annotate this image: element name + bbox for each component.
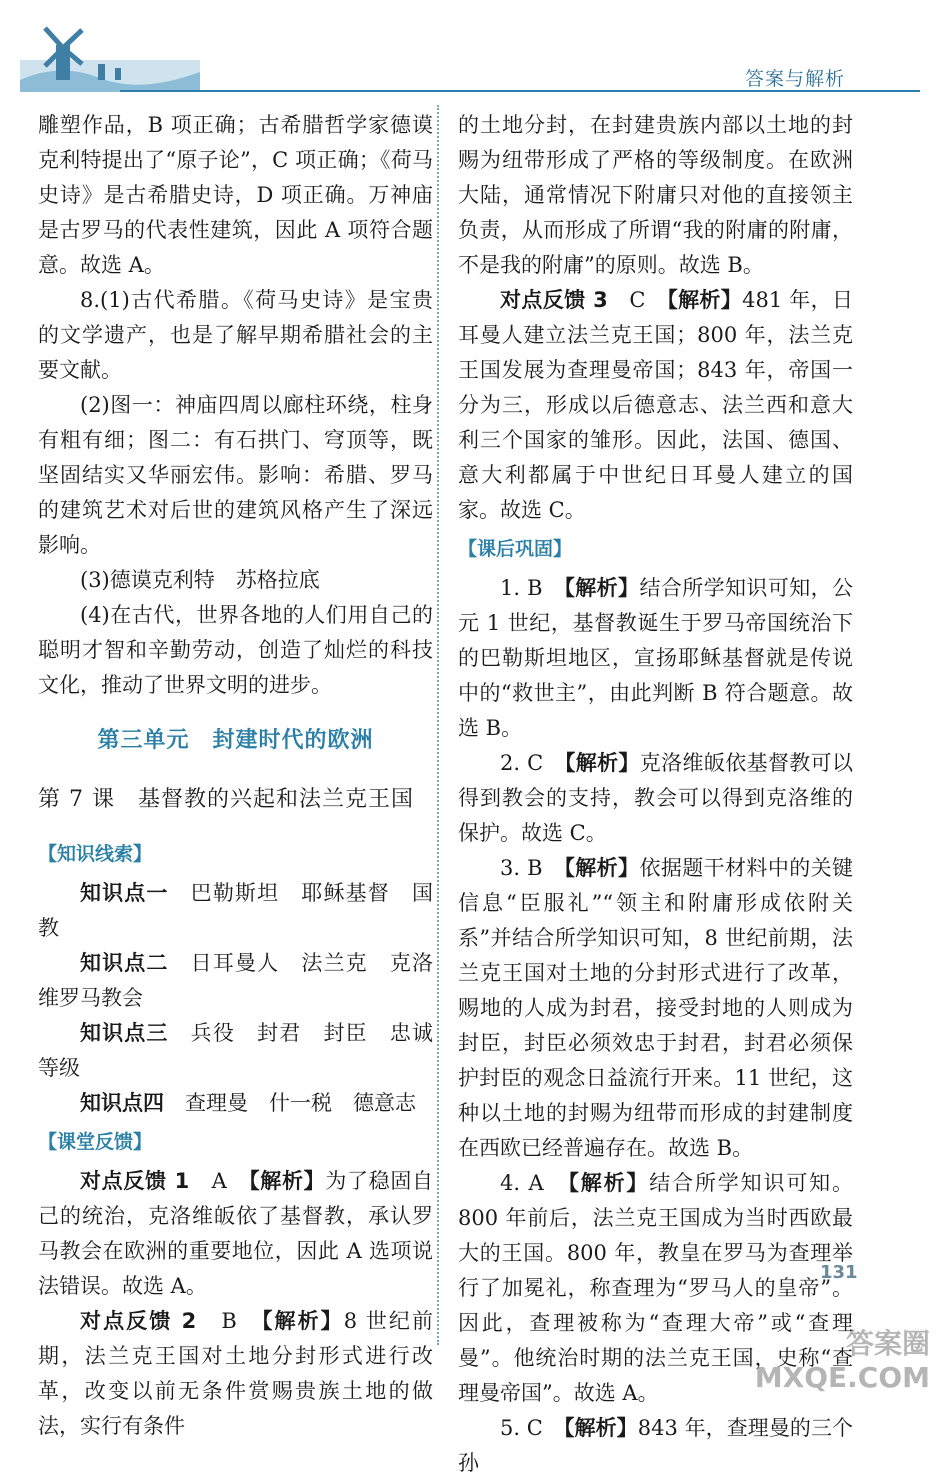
feedback-text: 为了稳固自己的统治，克洛维皈依了基督教，承认罗马教会在欧洲的重要地位，因此 A 选项说法错误。故选 A。 <box>38 1169 434 1298</box>
feedback-item <box>458 283 853 528</box>
analysis-tag: 【解析】 <box>564 856 640 880</box>
column-divider <box>437 105 439 1345</box>
answer-text: 依据题干材料中的关键信息“臣服礼”“领主和附庸形成依附关系”并结合所学知识可知，8 世纪前期，法兰克王国对土地的分封形式进行了改革，赐地的人成为封君，接受封地的人则成为封臣，封臣必须效忠于封君，封君必须保护封臣的观念日益流行开来。11 世纪，这种以土地的封赐为纽带而形成的封建制度在西欧已经普遍存在。故选 B。 <box>458 856 854 1160</box>
feedback-text: 8 世纪前期，法兰克王国对土地分封形式进行改革，改变以前无条件赏赐贵族土地的做法，实行有条件 <box>38 1309 433 1438</box>
answer-text: 结合所学知识可知。800 年前后，法兰克王国成为当时西欧最大的王国。800 年，教皇在罗马为查理举行了加冕礼，称查理为“罗马人的皇帝”。因此，查理被称为“查理大帝”或“查理曼”。他统治时期的法兰克王国，史称“查理曼帝国”。故选 A。 <box>458 1171 854 1405</box>
paragraph: 雕塑作品，B 项正确；古希腊哲学家德谟克利特提出了“原子论”，C 项正确；《荷马史诗》是古希腊史诗，D 项正确。万神庙是古罗马的代表性建筑，因此 A 项符合题意。故选 A。 <box>38 113 433 277</box>
knowledge-text: 日耳曼人 法兰克 克洛维罗马教会 <box>38 951 434 1010</box>
left-column <box>38 108 433 1444</box>
feedback-answer: A <box>189 1169 250 1193</box>
feedback-item <box>38 1164 433 1304</box>
analysis-tag: 【解析】 <box>249 1169 326 1193</box>
knowledge-point <box>38 946 433 1016</box>
knowledge-point <box>38 1016 433 1086</box>
knowledge-text: 查理曼 什一税 德意志 <box>164 1091 416 1115</box>
unit-heading: 第三单元 封建时代的欧洲 <box>97 728 374 753</box>
paragraph: (3)德谟克利特 苏格拉底 <box>80 568 320 592</box>
section-tag-knowledge: 【知识线索】 <box>38 843 153 865</box>
analysis-tag: 【解析】 <box>564 576 640 600</box>
analysis-tag: 【解析】 <box>568 1171 650 1195</box>
answer-item <box>458 571 853 746</box>
answer-number: 2. C <box>500 751 565 775</box>
answer-number: 5. C <box>500 1416 564 1440</box>
analysis-tag: 【解析】 <box>564 751 640 775</box>
windmill-landscape-icon <box>20 0 200 100</box>
analysis-tag: 【解析】 <box>563 1416 638 1440</box>
knowledge-label: 知识点一 <box>80 881 169 905</box>
paragraph: 的土地分封，在封建贵族内部以土地的封赐为纽带形成了严格的等级制度。在欧洲大陆，通常情况下附庸只对他的直接领主负责，从而形成了所谓“我的附庸的附庸，不是我的附庸”的原则。故选 B。 <box>458 113 853 277</box>
feedback-text: 481 年，日耳曼人建立法兰克王国；800 年，法兰克王国发展为查理曼帝国；843 年，帝国一分为三，形成以后德意志、法兰西和意大利三个国家的雏形。因此，法国、德国、意大利都属于中世纪日耳曼人建立的国家。故选 C。 <box>458 288 853 522</box>
section-tag-classroom: 【课堂反馈】 <box>38 1131 153 1153</box>
lesson-heading: 第 7 课 基督教的兴起和法兰克王国 <box>38 787 414 812</box>
answer-text: 843 年，查理曼的三个孙 <box>458 1416 854 1475</box>
answer-number: 4. A <box>500 1171 569 1195</box>
feedback-answer: B <box>196 1309 262 1333</box>
paragraph: (4)在古代，世界各地的人们用自己的聪明才智和辛勤劳动，创造了灿烂的科技文化，推动了世界文明的进步。 <box>38 603 433 697</box>
watermark <box>755 1327 930 1395</box>
analysis-tag: 【解析】 <box>667 288 743 312</box>
feedback-label: 对点反馈 1 <box>80 1169 190 1193</box>
watermark-logo-text: 答案圈 <box>845 1327 930 1360</box>
feedback-answer: C <box>607 288 668 312</box>
header-title: 答案与解析 <box>744 68 845 90</box>
page-number: 131 <box>820 1262 858 1283</box>
analysis-tag: 【解析】 <box>261 1309 344 1333</box>
section-tag-after-class: 【课后巩固】 <box>458 538 573 560</box>
feedback-label: 对点反馈 2 <box>80 1309 197 1333</box>
knowledge-label: 知识点四 <box>80 1091 164 1115</box>
knowledge-point <box>38 876 433 946</box>
page-header <box>0 0 950 100</box>
paragraph: (2)图一：神庙四周以廊柱环绕，柱身有粗有细；图二：有石拱门、穹顶等，既坚固结实又华丽宏伟。影响：希腊、罗马的建筑艺术对后世的建筑风格产生了深远影响。 <box>38 393 433 557</box>
feedback-item <box>38 1304 433 1444</box>
answer-text: 结合所学知识可知，公元 1 世纪，基督教诞生于罗马帝国统治下的巴勒斯坦地区，宣扬耶稣基督就是传说中的“救世主”，由此判断 B 符合题意。故选 B。 <box>458 576 854 740</box>
answer-item <box>458 851 853 1166</box>
answer-number: 3. B <box>500 856 565 880</box>
right-column <box>458 108 853 1481</box>
knowledge-label: 知识点三 <box>80 1021 169 1045</box>
answer-number: 1. B <box>500 576 565 600</box>
answer-item <box>458 1411 853 1481</box>
paragraph: 8.(1)古代希腊。《荷马史诗》是宝贵的文学遗产，也是了解早期希腊社会的主要文献。 <box>38 288 433 382</box>
knowledge-text: 兵役 封君 封臣 忠诚等级 <box>38 1021 434 1080</box>
watermark-url: MXQE.COM <box>754 1361 930 1394</box>
knowledge-text: 巴勒斯坦 耶稣基督 国教 <box>38 881 434 940</box>
knowledge-label: 知识点二 <box>80 951 169 975</box>
answer-item <box>458 746 853 851</box>
knowledge-point <box>38 1086 433 1121</box>
answer-text: 克洛维皈依基督教可以得到教会的支持，教会可以得到克洛维的保护。故选 C。 <box>458 751 854 845</box>
feedback-label: 对点反馈 3 <box>500 288 608 312</box>
